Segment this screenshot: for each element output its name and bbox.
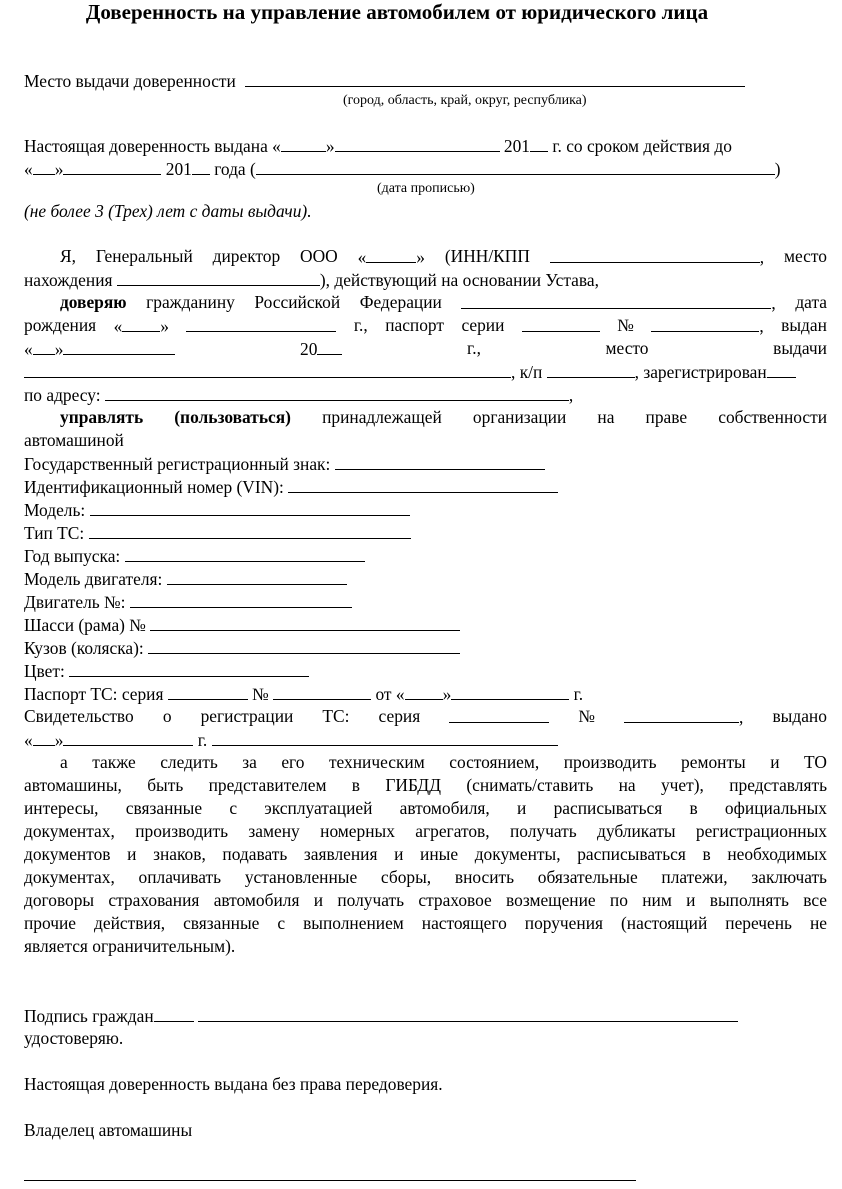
text: паспорт [385, 315, 444, 335]
field-label: Двигатель №: [24, 592, 130, 612]
text: ТС: [322, 706, 350, 726]
registered-suffix-field[interactable] [767, 360, 796, 378]
use-line [24, 406, 827, 429]
birth-passport-line [24, 314, 827, 338]
director-line-2 [24, 268, 599, 292]
issue-year-field[interactable] [530, 134, 548, 152]
quote-close: » [54, 159, 64, 179]
signature-label: Подпись граждан [24, 1006, 154, 1026]
owner-label: Владелец автомашины [24, 1120, 193, 1140]
quote-close: » [416, 247, 425, 267]
place-hint: (город, область, край, округ, республика) [343, 93, 587, 108]
location-field[interactable] [117, 268, 320, 286]
text: Паспорт ТС: серия [24, 684, 168, 704]
paren-close: ) [774, 159, 781, 179]
vehicle-field-engine-number [24, 590, 352, 614]
text: , зарегистрирован [634, 362, 767, 382]
text: регистрации [200, 706, 294, 726]
director-line-1 [24, 245, 827, 269]
certify-text: удостоверяю. [24, 1028, 124, 1048]
quote-close: » [325, 136, 335, 156]
place-field[interactable] [245, 69, 745, 87]
text: г. [193, 730, 212, 750]
pts-series-input[interactable] [168, 682, 248, 700]
field-label: Модель двигателя: [24, 569, 167, 589]
address-field[interactable] [105, 383, 569, 401]
field-label: Модель: [24, 500, 90, 520]
text: № [578, 706, 595, 726]
field-label: Тип ТС: [24, 523, 89, 543]
powers-line: прочие действия, связанные с выполнением настоящего поручения (настоящий перечень не [24, 913, 827, 933]
text: принадлежащей организации на праве собственности [290, 407, 828, 427]
text: гражданину [146, 292, 235, 312]
comma: , [771, 293, 776, 313]
text: Генеральный [95, 246, 193, 266]
text: № [617, 315, 634, 335]
engine-model-input[interactable] [167, 567, 347, 585]
text: место [783, 246, 827, 266]
owner-signature-field[interactable] [24, 1163, 636, 1181]
inn-kpp-field[interactable] [550, 245, 760, 263]
issued-text: Настоящая доверенность выдана « [24, 136, 281, 156]
valid-day-field[interactable] [33, 157, 55, 175]
address-line [24, 383, 573, 407]
text: 20 [300, 339, 318, 359]
text: Федерации [359, 292, 442, 312]
text: серия [378, 706, 421, 726]
powers-line: документах, производить замену номерных агрегатов, получать дубликаты регистрационных [24, 821, 827, 841]
citizen-name-field[interactable] [461, 291, 771, 309]
text: , к/п [511, 362, 547, 382]
company-name-field[interactable] [366, 245, 416, 263]
comma: , [759, 247, 765, 267]
passport-issue-line [24, 337, 827, 361]
powers-line: интересы, связанные с эксплуатацией автомобиля, и расписываться в официальных [24, 798, 827, 818]
comma: , [739, 707, 744, 727]
vin-input[interactable] [288, 475, 558, 493]
text: г., [467, 338, 481, 358]
text: Свидетельство [24, 706, 134, 726]
validity-line [24, 157, 827, 181]
use-bold: управлять (пользоваться) [60, 407, 291, 427]
cert-series-input[interactable] [449, 705, 549, 723]
field-label: Цвет: [24, 661, 70, 681]
validity-text: г. со сроком действия до [547, 136, 732, 156]
quote-open: « [357, 247, 367, 267]
valid-month-field[interactable] [63, 157, 161, 175]
certificate-line [24, 705, 827, 729]
powers-line: договоры страхования автомобиля и получать страховое возмещение по ним и выполнять все [24, 890, 827, 910]
vehicle-field-reg-plate [24, 452, 545, 476]
text: рождения [24, 315, 97, 335]
field-label: Год выпуска: [24, 546, 125, 566]
chassis-input[interactable] [150, 613, 460, 631]
powers-line: документах, оплачивать установленные сборы, вносить обязательные платежи, заключать [24, 867, 827, 887]
text: » [442, 684, 452, 704]
vehicle-passport-line [24, 682, 583, 706]
cert-issuer-input[interactable] [212, 728, 558, 746]
type-input[interactable] [89, 521, 411, 539]
issue-date-line [24, 134, 827, 158]
field-label: Кузов (коляска): [24, 638, 149, 658]
vehicle-field-vin [24, 475, 558, 499]
powers-line [24, 751, 827, 774]
field-label: Шасси (рама) № [24, 615, 151, 635]
certificate-issue-line [24, 728, 558, 752]
text: от « [371, 684, 405, 704]
passport-year-field[interactable] [317, 337, 342, 355]
text: г. [569, 684, 584, 704]
text: серии [461, 315, 505, 335]
text: выдан [781, 315, 827, 335]
valid-year-field[interactable] [192, 157, 210, 175]
trust-bold: доверяю [60, 292, 127, 312]
reg-plate-input[interactable] [335, 452, 545, 470]
text: Российской [254, 292, 341, 312]
issuer-line [24, 360, 796, 384]
quote-open: « [24, 339, 33, 359]
document-title: Доверенность на управление автомобилем от юридического лица [85, 0, 709, 24]
division-code-field[interactable] [547, 360, 635, 378]
passport-day-field[interactable] [33, 337, 55, 355]
quote-open: « [24, 730, 33, 750]
cert-month-input[interactable] [63, 728, 193, 746]
vehicle-field-model [24, 498, 410, 522]
year-word: года ( [209, 159, 256, 179]
signature-line [24, 1004, 738, 1028]
powers-line: документов и знаков, подавать заявления и иные документы, расписываться в необходимых [24, 844, 827, 864]
valid-date-words-field[interactable] [256, 157, 775, 175]
year-prefix: 201 [499, 136, 530, 156]
body-input[interactable] [148, 636, 460, 654]
signature-field[interactable] [198, 1004, 738, 1022]
text: нахождения [24, 270, 117, 290]
vehicle-field-engine-model [24, 567, 347, 591]
passport-issuer-field[interactable] [24, 360, 511, 378]
year-prefix: 201 [161, 159, 192, 179]
trust-line [24, 291, 827, 315]
pts-month-input[interactable] [451, 682, 569, 700]
place-label: Место выдачи доверенности [24, 71, 236, 91]
model-input[interactable] [90, 498, 410, 516]
text: г., [353, 315, 368, 335]
engine-number-input[interactable] [130, 590, 352, 608]
vehicle-field-chassis [24, 613, 460, 637]
quote-close: » [54, 339, 64, 359]
pts-number-input[interactable] [273, 682, 371, 700]
issue-month-field[interactable] [335, 134, 500, 152]
place-of-issue [24, 69, 745, 93]
passport-series-field[interactable] [522, 314, 600, 332]
passport-month-field[interactable] [63, 337, 175, 355]
text: по адресу: [24, 385, 105, 405]
comma: , [759, 316, 764, 336]
field-label: Государственный регистрационный знак: [24, 454, 335, 474]
text: о [162, 706, 172, 726]
text: директор [212, 246, 281, 266]
quote-open: « [24, 159, 33, 179]
pts-day-input[interactable] [405, 682, 443, 700]
color-input[interactable] [69, 659, 309, 677]
text: (ИНН/КПП [444, 246, 530, 266]
cert-number-input[interactable] [624, 705, 739, 723]
validity-note: (не более 3 (Трех) лет с даты выдачи). [24, 201, 312, 221]
text: выдачи [773, 338, 827, 358]
no-delegation-text: Настоящая доверенность выдана без права передоверия. [24, 1074, 443, 1094]
birth-date-field[interactable] [186, 314, 336, 332]
quote-close: » [160, 316, 169, 336]
powers-text: а также следить за его техническим состоянием, производить ремонты и ТО [60, 752, 827, 772]
quote-open: « [113, 316, 123, 336]
text: № [247, 684, 274, 704]
vehicle-field-color [24, 659, 309, 683]
birth-day-field[interactable] [122, 314, 160, 332]
vehicle-field-year [24, 544, 365, 568]
car-word: автомашиной [24, 430, 124, 450]
year-input[interactable] [125, 544, 365, 562]
text: ), действующий на основании Устава, [319, 270, 599, 290]
issue-day-field[interactable] [281, 134, 326, 152]
text: место [605, 338, 649, 358]
vehicle-field-type [24, 521, 411, 545]
passport-number-field[interactable] [651, 314, 759, 332]
signature-suffix-field[interactable] [154, 1004, 194, 1022]
vehicle-field-body [24, 636, 460, 660]
owner-signature-line [24, 1163, 636, 1187]
field-label: Идентификационный номер (VIN): [24, 477, 289, 497]
text: ООО [300, 246, 338, 266]
text: дата [795, 292, 827, 312]
comma: , [568, 385, 574, 405]
powers-line: автомашины, быть представителем в ГИБДД (снимать/ставить на учет), представлять [24, 775, 827, 795]
text: Я, [60, 246, 76, 266]
cert-day-input[interactable] [33, 728, 55, 746]
date-words-hint: (дата прописью) [377, 181, 475, 196]
powers-line: является ограничительным). [24, 936, 236, 956]
text: выдано [772, 706, 827, 726]
quote-close: » [54, 730, 64, 750]
